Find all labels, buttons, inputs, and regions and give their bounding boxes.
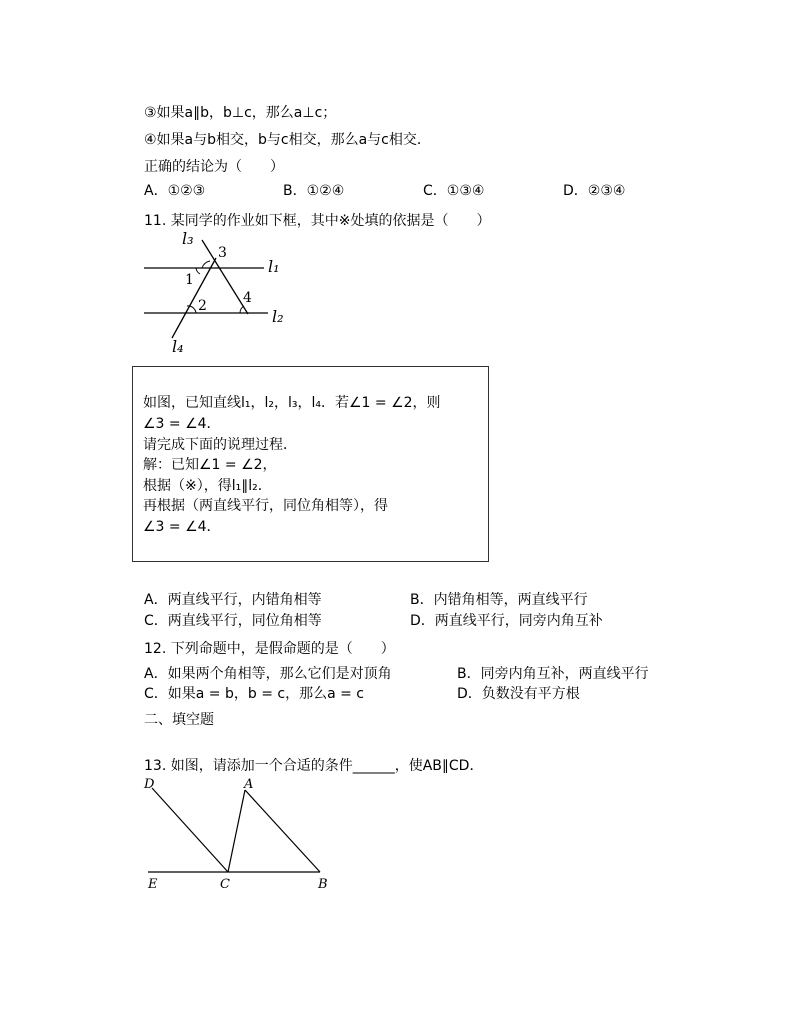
segment-dc <box>152 788 228 872</box>
box-line-6: 再根据（两直线平行，同位角相等），得 <box>143 498 388 514</box>
q12-option-b[interactable]: B．同旁内角互补，两直线平行 <box>457 666 649 682</box>
q11-option-c[interactable]: C．两直线平行，同位角相等 <box>144 613 322 629</box>
label-l1: l₁ <box>268 257 280 276</box>
q12-option-a[interactable]: A．如果两个角相等，那么它们是对顶角 <box>144 666 392 682</box>
q10-option-a[interactable]: A．①②③ <box>144 183 206 199</box>
box-line-3: 请完成下面的说理过程． <box>143 437 297 453</box>
label-l3: l₃ <box>182 229 194 248</box>
statement-3: ③如果a∥b，b⊥c，那么a⊥c； <box>144 105 337 121</box>
q11-prompt: 11. 某同学的作业如下框，其中※处填的依据是（ ） <box>144 213 491 229</box>
q10-option-c[interactable]: C．①③④ <box>423 183 485 199</box>
q13-figure <box>140 774 340 894</box>
point-c-label: C <box>220 877 230 892</box>
q11-option-a[interactable]: A．两直线平行，内错角相等 <box>144 592 322 608</box>
q11-figure <box>140 228 300 360</box>
box-line-1: 如图，已知直线l₁，l₂，l₃，l₄．若∠1 = ∠2，则 <box>143 395 441 411</box>
q12-prompt: 12. 下列命题中，是假命题的是（ ） <box>144 641 395 657</box>
segment-ab <box>245 790 320 872</box>
box-line-5: 根据（※），得l₁∥l₂． <box>143 478 272 494</box>
q13-prompt: 13. 如图，请添加一个合适的条件______，使AB∥CD． <box>144 758 484 774</box>
label-angle-3: 3 <box>218 245 227 261</box>
q10-option-d[interactable]: D．②③④ <box>563 183 626 199</box>
label-angle-1: 1 <box>185 272 194 288</box>
label-l4: l₄ <box>172 337 184 356</box>
q12-option-c[interactable]: C．如果a = b，b = c，那么a = c <box>144 686 364 702</box>
q12-option-d[interactable]: D．负数没有平方根 <box>457 686 580 702</box>
line-l4 <box>172 258 216 338</box>
box-line-2: ∠3 = ∠4． <box>143 416 221 432</box>
statement-4: ④如果a与b相交，b与c相交，那么a与c相交． <box>144 132 431 148</box>
box-line-4: 解：已知∠1 = ∠2， <box>143 457 277 473</box>
point-a-label: A <box>244 777 254 792</box>
label-angle-2: 2 <box>198 298 207 314</box>
label-angle-4: 4 <box>243 290 252 306</box>
label-l2: l₂ <box>272 307 284 326</box>
q11-option-b[interactable]: B．内错角相等，两直线平行 <box>410 592 588 608</box>
point-e-label: E <box>148 877 158 892</box>
point-b-label: B <box>318 877 328 892</box>
q10-option-b[interactable]: B．①②④ <box>283 183 345 199</box>
point-d-label: D <box>144 777 155 792</box>
q11-homework-box <box>132 366 489 562</box>
box-line-7: ∠3 = ∠4． <box>143 519 221 535</box>
segment-ca <box>228 790 245 872</box>
q10-prompt: 正确的结论为（ ） <box>144 159 284 175</box>
q11-option-d[interactable]: D．两直线平行，同旁内角互补 <box>410 613 603 629</box>
section-title: 二、填空题 <box>144 712 214 728</box>
